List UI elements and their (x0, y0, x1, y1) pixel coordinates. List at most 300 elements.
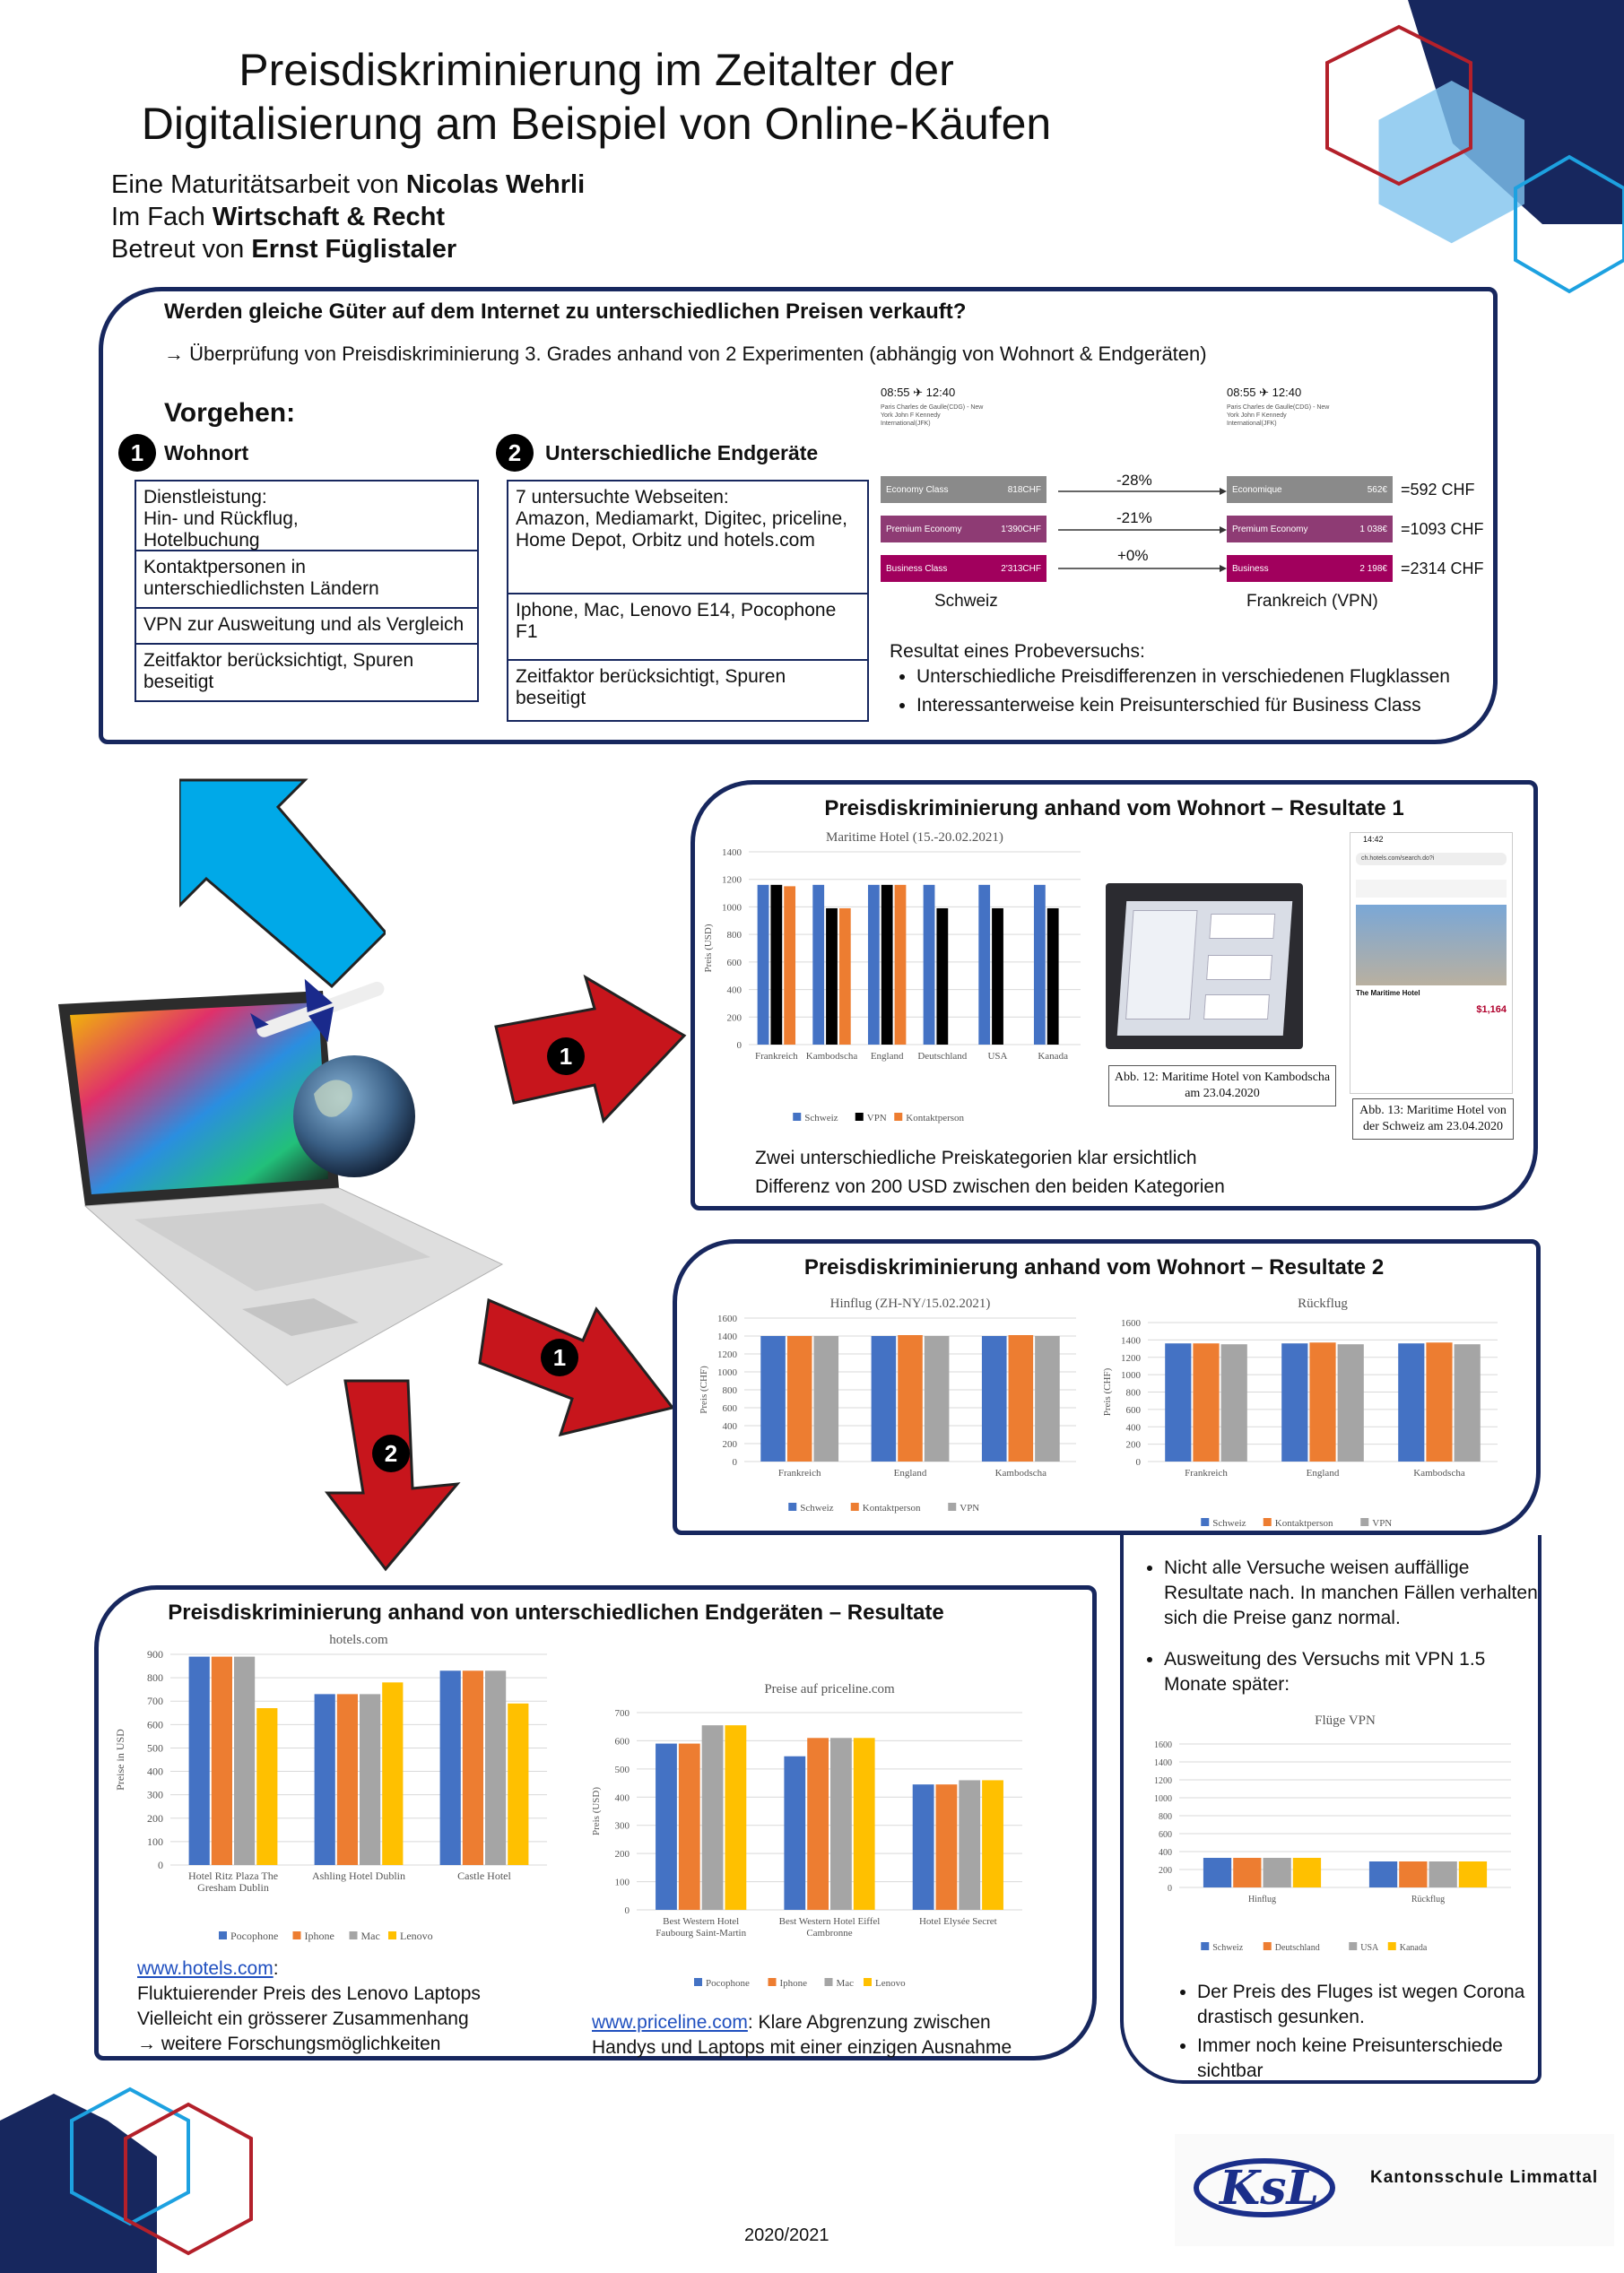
exp1-number: 1 (118, 434, 156, 472)
chart-title: hotels.com (329, 1633, 388, 1647)
chart-vpn (1125, 1708, 1520, 1959)
subject-line: Im Fach Wirtschaft & Recht (111, 203, 445, 231)
exp1-row: VPN zur Ausweitung und als Vergleich (136, 609, 477, 645)
legend-label: Kontaktperson (1274, 1518, 1333, 1529)
y-tick-label: 1400 (1154, 1758, 1172, 1768)
bar-lenovo (725, 1725, 746, 1910)
y-axis-label: Preis (CHF) (699, 1366, 709, 1414)
x-tick-label: Frankreich (777, 1468, 821, 1479)
bar-iphone (463, 1670, 483, 1865)
legend-swatch (388, 1931, 396, 1939)
chart-hotels (108, 1627, 556, 1950)
results3-text: → weitere Forschungsmöglichkeiten (137, 2034, 441, 2054)
x-tick-label: Frankreich (755, 1051, 798, 1062)
y-tick-label: 400 (147, 1765, 163, 1778)
legend-label: Kontaktperson (862, 1503, 921, 1514)
page-title (72, 43, 1121, 151)
bar-mac (360, 1694, 380, 1865)
bar-vpn (1338, 1344, 1364, 1462)
y-tick-label: 200 (726, 1012, 742, 1024)
hotels-link-line: www.hotels.com: (137, 1958, 279, 1979)
y-tick-label: 200 (147, 1811, 163, 1825)
y-tick-label: 400 (1159, 1848, 1172, 1858)
y-tick-label: 600 (722, 1403, 737, 1414)
y-tick-label: 600 (726, 957, 742, 968)
bar-vpn (1047, 908, 1059, 1045)
exp2-row: 7 untersuchte Webseiten: Amazon, Mediamarkt, Digitec, priceline, Home Depot, Orbitz und hotels.com (508, 481, 867, 594)
y-tick-label: 800 (147, 1671, 163, 1685)
legend-label: Schweiz (1212, 1943, 1244, 1953)
legend-label: Kanada (1399, 1943, 1428, 1953)
fare-row-left-bar: Premium Economy 1'390CHF (881, 516, 1046, 542)
fare-row-right (1227, 476, 1393, 503)
y-tick-label: 400 (1125, 1422, 1141, 1434)
x-tick-label: USA (987, 1051, 1008, 1062)
x-tick-label: Kambodscha (1413, 1468, 1465, 1479)
caption-fig13: Abb. 13: Maritime Hotel von der Schweiz am 23.04.2020 (1352, 1098, 1514, 1140)
bar-vpn (992, 908, 1003, 1045)
phone-price: $1,164 (1476, 1004, 1507, 1015)
legend-swatch (1360, 1518, 1368, 1526)
hotels-link[interactable]: www.hotels.com (137, 1958, 274, 1979)
y-tick-label: 1400 (1121, 1335, 1141, 1347)
decor-hexagons-top (1273, 0, 1624, 305)
bar-schweiz (1203, 1858, 1231, 1887)
bar-vpn (1455, 1344, 1481, 1462)
chart-title: Rückflug (1298, 1297, 1348, 1311)
y-tick-label: 1600 (1121, 1318, 1141, 1329)
fare-row-left (881, 516, 1046, 542)
legend-swatch (948, 1503, 956, 1511)
x-tick-label: Hotel Ritz Plaza The (187, 1870, 279, 1882)
x-tick-label: Frankreich (1185, 1468, 1228, 1479)
fare-label-right: Frankreich (VPN) (1246, 592, 1378, 611)
legend-swatch (694, 1978, 702, 1986)
y-tick-label: 100 (147, 1835, 163, 1848)
legend-swatch (1349, 1942, 1357, 1950)
x-tick-label: Castle Hotel (457, 1870, 511, 1882)
fare-label-left: Schweiz (934, 592, 998, 611)
exp2-number: 2 (496, 434, 534, 472)
bar-mac (830, 1738, 852, 1910)
y-tick-label: 0 (158, 1859, 163, 1871)
y-axis-label: Preise in USD (114, 1729, 126, 1791)
bar-schweiz (924, 885, 935, 1045)
author-line: Eine Maturitätsarbeit von Nicolas Wehrli (111, 170, 586, 199)
x-tick-label: Deutschland (917, 1051, 968, 1062)
exp1-row: Zeitfaktor berücksichtigt, Spuren beseitigt (143, 650, 414, 692)
bar-deutschland (1233, 1858, 1261, 1887)
y-tick-label: 1200 (722, 874, 742, 886)
fare-row-right-bar: Economique 562€ (1227, 476, 1393, 503)
y-tick-label: 1000 (717, 1367, 737, 1378)
y-axis-label: Preis (USD) (703, 924, 714, 973)
side-bullets-2 (1170, 1980, 1547, 2087)
result-bullets (890, 664, 1508, 722)
y-tick-label: 1000 (1121, 1370, 1141, 1382)
school-name: Kantonsschule Limmattal (1370, 2168, 1599, 2187)
y-tick-label: 1000 (1154, 1794, 1172, 1804)
results2-heading: Preisdiskriminierung anhand vom Wohnort – Resultate 2 (803, 1255, 1385, 1280)
research-question: Werden gleiche Güter auf dem Internet zu unterschiedlichen Preisen verkauft? (164, 299, 967, 324)
results3-heading: Preisdiskriminierung anhand von unterschiedlichen Endgeräten – Resultate (168, 1601, 944, 1625)
y-tick-label: 1200 (1121, 1352, 1141, 1364)
y-tick-label: 500 (614, 1764, 630, 1775)
flight-route-left: Paris Charles de Gaulle(CDG) - New York John F Kennedy International(JFK) (881, 404, 984, 427)
results3-text: Handys und Laptops mit einer einzigen Ausnahme (592, 2037, 1012, 2058)
side-bullet: • Der Preis des Fluges ist wegen Corona drastisch gesunken. (1197, 1980, 1547, 2030)
bar-lenovo (508, 1704, 528, 1865)
bar-schweiz (868, 885, 880, 1045)
research-approach: → Überprüfung von Preisdiskriminierung 3. Grades anhand von 2 Experimenten (abhängig von Wohnort & Endgeräten) (164, 343, 1207, 365)
photo-card (1209, 914, 1275, 939)
y-tick-label: 0 (1135, 1457, 1141, 1468)
legend-label: Mac (836, 1978, 855, 1989)
y-tick-label: 200 (1159, 1866, 1172, 1876)
fare-row-right-bar: Premium Economy 1 038€ (1227, 516, 1393, 542)
bar-pocophone (784, 1757, 805, 1910)
vorgehen-heading: Vorgehen: (164, 398, 296, 428)
fare-row-left-bar: Business Class 2'313CHF (881, 555, 1046, 582)
y-tick-label: 200 (614, 1849, 630, 1861)
school-logo (1193, 2152, 1336, 2224)
bar-vpn (1221, 1344, 1247, 1462)
hotel-phone-screenshot (1350, 832, 1513, 1094)
bar-lenovo (854, 1738, 875, 1910)
y-tick-label: 500 (147, 1741, 163, 1755)
bar-mac (702, 1725, 724, 1910)
legend-swatch (769, 1978, 777, 1986)
bar-iphone (337, 1694, 358, 1865)
y-tick-label: 1600 (1154, 1740, 1172, 1750)
bar-kontaktperson (839, 908, 851, 1045)
bar-lenovo (256, 1708, 277, 1865)
y-tick-label: 1200 (717, 1349, 737, 1360)
x-tick-label: England (870, 1051, 904, 1062)
legend-swatch (894, 1113, 902, 1121)
legend-label: Pocophone (230, 1930, 279, 1942)
y-axis-label: Preis (CHF) (1102, 1367, 1113, 1417)
legend-swatch (219, 1931, 227, 1939)
side-bullet: • Nicht alle Versuche weisen auffällige Resultate nach. In manchen Fällen verhalten sich die Preise ganz normal. (1164, 1556, 1541, 1631)
red-arrow-2 (323, 1376, 475, 1574)
flight-route-right: Paris Charles de Gaulle(CDG) - New York John F Kennedy International(JFK) (1227, 404, 1330, 427)
legend-swatch (788, 1503, 796, 1511)
bar-vpn (1035, 1336, 1060, 1462)
results3-text: Vielleicht ein grösserer Zusammenhang (137, 2008, 469, 2029)
fare-diff: -21% (1116, 509, 1152, 526)
y-tick-label: 600 (1125, 1404, 1141, 1416)
bar-vpn (925, 1336, 950, 1462)
school-logo-text: KsL (1220, 2161, 1320, 2216)
bar-kontaktperson (787, 1336, 812, 1462)
bar-kanada (1293, 1858, 1321, 1887)
bar-pocophone (189, 1657, 210, 1865)
y-tick-label: 1600 (717, 1314, 737, 1324)
legend-label: Deutschland (1274, 1943, 1320, 1953)
side-bullets-1 (1137, 1556, 1541, 1701)
bar-schweiz (982, 1336, 1007, 1462)
title-line-1: Preisdiskriminierung im Zeitalter der (239, 45, 954, 95)
results1-heading: Preisdiskriminierung anhand vom Wohnort – Resultate 1 (824, 796, 1404, 820)
legend-label: Pocophone (706, 1978, 750, 1989)
legend-swatch (1201, 1518, 1209, 1526)
y-tick-label: 1200 (1154, 1776, 1172, 1786)
flight-time-left: 08:55 ✈ 12:40 (881, 386, 956, 399)
x-tick-label: Kambodscha (994, 1468, 1047, 1479)
exp1-title: Wohnort (164, 441, 249, 464)
y-tick-label: 600 (614, 1736, 630, 1748)
legend-label: Schweiz (1212, 1518, 1246, 1529)
legend-label: Lenovo (400, 1930, 433, 1942)
x-tick-label: Kanada (1038, 1051, 1068, 1062)
photo-card (1206, 955, 1272, 980)
arrow-label-1b: 1 (541, 1339, 578, 1376)
legend-label: Schweiz (804, 1113, 838, 1123)
bar-mac (959, 1780, 980, 1910)
fare-chf: =592 CHF (1401, 481, 1475, 499)
bar-pocophone (656, 1744, 677, 1910)
x-tick-label: Best Western Hotel Eiffel (778, 1916, 881, 1927)
x-tick-label: Ashling Hotel Dublin (312, 1870, 405, 1882)
bar-pocophone (315, 1694, 335, 1865)
bar-schweiz (1034, 885, 1046, 1045)
y-tick-label: 800 (726, 930, 742, 941)
y-tick-label: 0 (732, 1457, 737, 1468)
bar-kontaktperson (1309, 1342, 1335, 1462)
bar-kontaktperson (1426, 1342, 1452, 1462)
y-tick-label: 200 (1125, 1439, 1141, 1451)
flight-time-right: 08:55 ✈ 12:40 (1227, 386, 1302, 399)
legend-label: Lenovo (875, 1978, 906, 1989)
legend-label: VPN (1372, 1518, 1393, 1529)
y-tick-label: 400 (614, 1792, 630, 1804)
bar-schweiz (758, 885, 769, 1045)
arrow-label-2: 2 (372, 1435, 410, 1472)
results1-text2: Differenz von 200 USD zwischen den beiden Kategorien (755, 1176, 1225, 1197)
chart-priceline (583, 1677, 1031, 1995)
arrow-label-1a: 1 (547, 1037, 585, 1075)
bar-vpn (813, 1336, 838, 1462)
blue-arrow (179, 771, 386, 995)
bar-lenovo (382, 1682, 403, 1865)
chart-title: Maritime Hotel (15.-20.02.2021) (826, 830, 1003, 845)
fare-row-left (881, 476, 1046, 503)
x-tick-label: England (893, 1468, 927, 1479)
chart-title: Hinflug (ZH-NY/15.02.2021) (829, 1297, 991, 1311)
footer-year: 2020/2021 (744, 2225, 829, 2245)
y-tick-label: 800 (1125, 1387, 1141, 1399)
legend-swatch (1388, 1942, 1396, 1950)
y-tick-label: 800 (722, 1385, 737, 1396)
bar-kontaktperson (1009, 1335, 1034, 1462)
fare-row-right (1227, 516, 1393, 542)
y-tick-label: 600 (147, 1718, 163, 1731)
legend-label: VPN (866, 1113, 887, 1123)
x-tick-label: Kambodscha (805, 1051, 858, 1062)
phone-hotel-image (1356, 905, 1507, 985)
x-tick-label: Best Western Hotel (663, 1916, 740, 1927)
bar-usa (1429, 1861, 1457, 1887)
result-bullet: • Interessanterweise kein Preisunterschied für Business Class (916, 693, 1508, 718)
y-tick-label: 1000 (722, 902, 742, 914)
y-tick-label: 300 (614, 1820, 630, 1832)
bar-schweiz (1281, 1343, 1307, 1462)
caption-fig12: Abb. 12: Maritime Hotel von Kambodscha am 23.04.2020 (1108, 1065, 1336, 1106)
bar-schweiz (1398, 1343, 1424, 1462)
bar-schweiz (812, 885, 824, 1045)
x-tick-label: Cambronne (806, 1928, 853, 1939)
photo-card (1203, 994, 1270, 1019)
bar-mac (234, 1657, 255, 1865)
bar-kontaktperson (898, 1335, 923, 1462)
exp2-row: Iphone, Mac, Lenovo E14, Pocophone F1 (508, 594, 867, 661)
legend-swatch (1264, 1518, 1272, 1526)
x-tick-label: England (1306, 1468, 1340, 1479)
bar-iphone (936, 1784, 958, 1910)
side-bullet: • Immer noch keine Preisunterschiede sichtbar (1197, 2034, 1547, 2084)
bar-schweiz (1369, 1861, 1397, 1887)
legend-swatch (793, 1113, 801, 1121)
legend-swatch (855, 1113, 864, 1121)
y-tick-label: 700 (147, 1695, 163, 1708)
y-tick-label: 100 (614, 1877, 630, 1888)
x-tick-label: Hinflug (1247, 1895, 1277, 1904)
chart-maritime (695, 825, 1090, 1130)
legend-label: Schweiz (800, 1503, 834, 1514)
school-logo-block (1175, 2134, 1614, 2246)
bar-vpn (770, 885, 782, 1045)
fare-chf: =2314 CHF (1401, 560, 1484, 577)
fare-diff: -28% (1116, 472, 1152, 489)
photo-list (1125, 910, 1198, 1019)
bar-lenovo (982, 1780, 1003, 1910)
bar-pocophone (913, 1784, 934, 1910)
legend-label: USA (1360, 1943, 1379, 1953)
bar-kontaktperson (895, 885, 907, 1045)
exp1-row: Kontaktpersonen in unterschiedlichsten Ländern (136, 551, 477, 609)
bar-vpn (881, 885, 893, 1045)
legend-swatch (864, 1978, 872, 1986)
result-title: Resultat eines Probeversuchs: (890, 641, 1145, 662)
y-tick-label: 0 (1168, 1884, 1172, 1894)
supervisor-name: Ernst Füglistaler (251, 235, 457, 264)
exp2-row: Zeitfaktor berücksichtigt, Spuren beseitigt (516, 666, 786, 708)
x-tick-label: Gresham Dublin (197, 1881, 269, 1894)
bar-schweiz (978, 885, 990, 1045)
legend-label: Iphone (779, 1978, 808, 1989)
title-line-2: Digitalisierung am Beispiel von Online-Käufen (141, 99, 1052, 149)
exp1-table (135, 480, 479, 702)
fare-row-left-bar: Economy Class 818CHF (881, 476, 1046, 503)
priceline-link[interactable]: www.priceline.com (592, 2012, 748, 2033)
legend-label: Kontaktperson (906, 1113, 965, 1123)
chart-title: Preise auf priceline.com (764, 1682, 895, 1696)
exp1-row: Dienstleistung: Hin- und Rückflug, Hotelbuchung (136, 481, 477, 551)
chart-title: Flüge VPN (1315, 1713, 1376, 1728)
fare-row-right-bar: Business 2 198€ (1227, 555, 1393, 582)
y-tick-label: 400 (722, 1421, 737, 1432)
result-bullet: • Unterschiedliche Preisdifferenzen in verschiedenen Flugklassen (916, 664, 1508, 690)
exp2-table (507, 480, 869, 722)
y-tick-label: 600 (1159, 1830, 1172, 1840)
flight-comparison (879, 384, 1489, 635)
author-name: Nicolas Wehrli (405, 170, 586, 199)
bar-kontaktperson (1193, 1343, 1219, 1462)
decor-hexagons-bottom (0, 2085, 296, 2273)
exp2-title: Unterschiedliche Endgeräte (545, 441, 819, 464)
bar-vpn (826, 908, 838, 1045)
red-arrow-1a (491, 973, 689, 1125)
bar-iphone (212, 1657, 232, 1865)
y-axis-label: Preis (USD) (591, 1786, 602, 1836)
y-tick-label: 900 (147, 1648, 163, 1661)
subject-name: Wirtschaft & Recht (212, 203, 445, 231)
bar-mac (485, 1670, 506, 1865)
fare-diff: +0% (1117, 547, 1149, 564)
red-arrow-1b (475, 1291, 682, 1444)
bar-kanada (1459, 1861, 1487, 1887)
chart-rueckflug (1094, 1291, 1507, 1533)
y-tick-label: 0 (624, 1905, 630, 1916)
legend-label: Mac (360, 1930, 380, 1942)
fare-row-left (881, 555, 1046, 582)
fare-chf: =1093 CHF (1401, 520, 1484, 538)
results1-text1: Zwei unterschiedliche Preiskategorien klar ersichtlich (755, 1148, 1197, 1168)
phone-time: 14:42 (1363, 835, 1384, 844)
bar-kontaktperson (784, 886, 795, 1045)
phone-url: ch.hotels.com/search.do?i (1356, 853, 1507, 865)
y-tick-label: 800 (1159, 1812, 1172, 1822)
legend-label: Iphone (304, 1930, 334, 1942)
side-bullet: • Ausweitung des Versuchs mit VPN 1.5 Monate später: (1164, 1647, 1541, 1697)
legend-swatch (825, 1978, 833, 1986)
legend-swatch (1201, 1942, 1209, 1950)
bar-schweiz (1165, 1343, 1191, 1462)
legend-swatch (293, 1931, 301, 1939)
bar-schweiz (760, 1336, 786, 1462)
y-tick-label: 300 (147, 1788, 163, 1801)
hotel-photo-cambodia (1106, 883, 1303, 1049)
supervisor-line: Betreut von Ernst Füglistaler (111, 235, 457, 264)
fare-row-right (1227, 555, 1393, 582)
results3-text: Fluktuierender Preis des Lenovo Laptops (137, 1983, 481, 2004)
y-tick-label: 700 (614, 1708, 630, 1719)
phone-toolbar (1356, 880, 1507, 898)
bar-vpn (936, 908, 948, 1045)
y-tick-label: 1400 (722, 847, 742, 858)
bar-schweiz (872, 1336, 897, 1462)
photo-screen (1117, 901, 1292, 1036)
bar-usa (1264, 1858, 1291, 1887)
legend-label: VPN (960, 1503, 980, 1514)
x-tick-label: Faubourg Saint-Martin (656, 1928, 747, 1939)
y-tick-label: 1400 (717, 1332, 737, 1342)
y-tick-label: 200 (722, 1439, 737, 1450)
bar-iphone (679, 1744, 700, 1910)
x-tick-label: Hotel Elysée Secret (918, 1916, 997, 1927)
y-tick-label: 400 (726, 985, 742, 996)
legend-swatch (851, 1503, 859, 1511)
bar-deutschland (1399, 1861, 1427, 1887)
priceline-link-line: www.priceline.com: Klare Abgrenzung zwischen (592, 2012, 991, 2033)
legend-swatch (350, 1931, 358, 1939)
phone-hotel-name: The Maritime Hotel (1356, 989, 1420, 997)
chart-hinflug (690, 1291, 1085, 1524)
y-tick-label: 0 (736, 1040, 742, 1051)
bar-pocophone (440, 1670, 461, 1865)
bar-iphone (807, 1738, 829, 1910)
